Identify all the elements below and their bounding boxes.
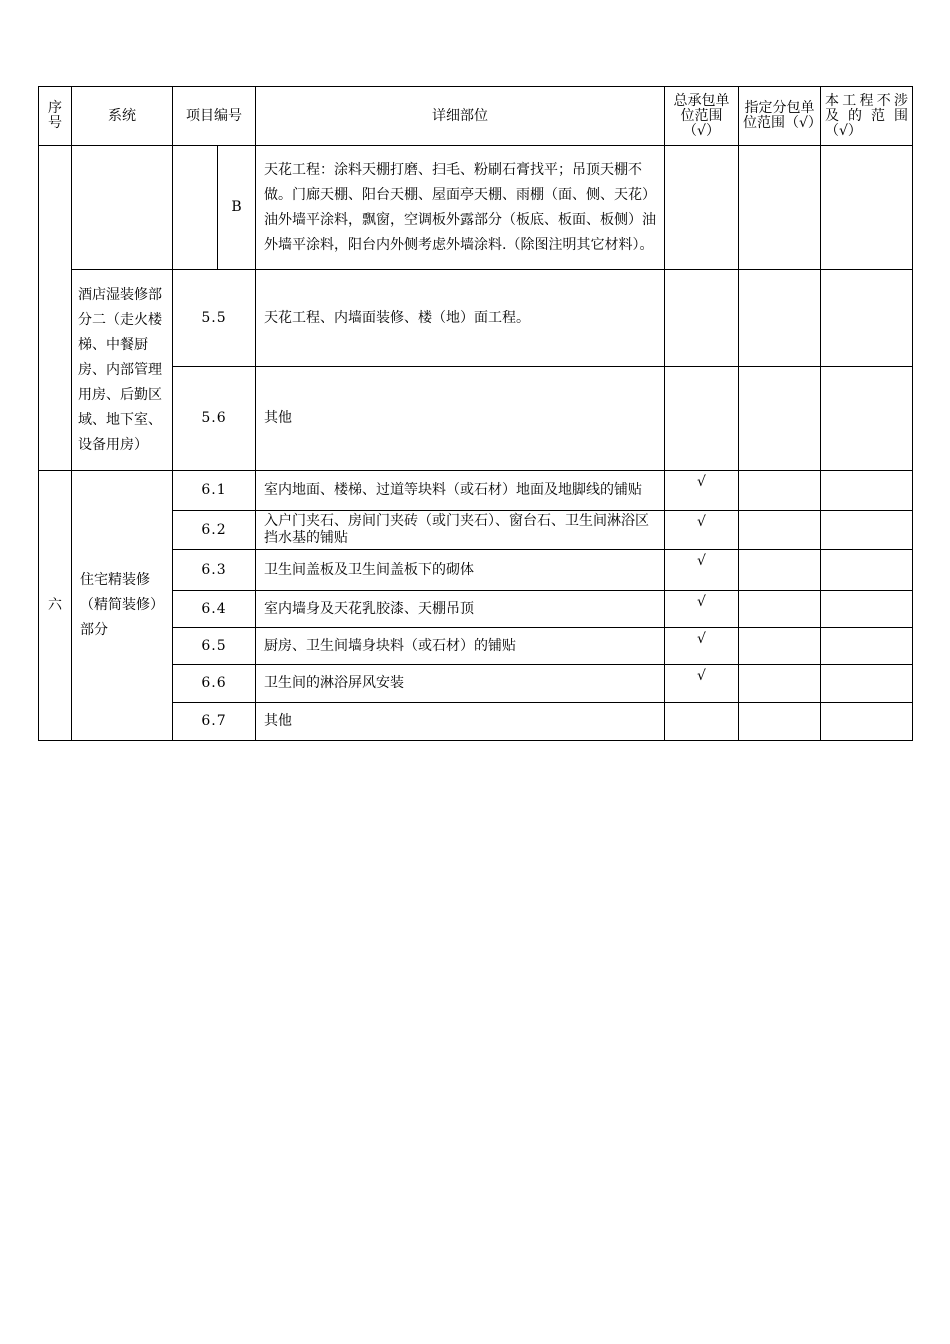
designated-cell <box>739 591 821 628</box>
general-check: √ <box>665 511 739 550</box>
item-detail: 室内地面、楼梯、过道等块料（或石材）地面及地脚线的铺贴 <box>256 471 665 511</box>
not-involved-cell <box>821 550 913 591</box>
not-involved-cell <box>821 367 913 471</box>
item-code: 5.5 <box>173 270 256 367</box>
general-check <box>665 703 739 741</box>
system-label: 住宅精装修（精简装修）部分 <box>72 471 173 741</box>
system-label: 酒店湿装修部分二（走火楼梯、中餐厨房、内部管理用房、后勤区域、地下室、设备用房） <box>72 270 173 471</box>
item-detail: 天花工程、内墙面装修、楼（地）面工程。 <box>256 270 665 367</box>
item-code: 6.5 <box>173 628 256 665</box>
header-general-contractor: 总承包单位范围（√） <box>665 87 739 146</box>
not-involved-cell <box>821 628 913 665</box>
item-code: 6.6 <box>173 665 256 703</box>
header-item-code: 项目编号 <box>173 87 256 146</box>
item-detail: 其他 <box>256 703 665 741</box>
not-involved-cell <box>821 665 913 703</box>
item-detail: 卫生间盖板及卫生间盖板下的砌体 <box>256 550 665 591</box>
item-code: 6.7 <box>173 703 256 741</box>
item-code: 6.3 <box>173 550 256 591</box>
general-check: √ <box>665 550 739 591</box>
table-row <box>39 270 913 367</box>
designated-cell <box>739 511 821 550</box>
designated-cell <box>739 665 821 703</box>
general-check: √ <box>665 591 739 628</box>
item-detail: 入户门夹石、房间门夹砖（或门夹石）、窗台石、卫生间淋浴区挡水基的铺贴 <box>256 511 665 550</box>
not-involved-cell <box>821 511 913 550</box>
not-involved-cell <box>821 703 913 741</box>
table-row <box>39 146 913 270</box>
not-involved-cell <box>821 591 913 628</box>
designated-cell <box>739 703 821 741</box>
item-detail: 卫生间的淋浴屏风安装 <box>256 665 665 703</box>
item-code: 6.2 <box>173 511 256 550</box>
header-seq: 序号 <box>39 87 72 146</box>
general-cell <box>665 270 739 367</box>
not-involved-cell <box>821 270 913 367</box>
header-row <box>39 87 913 146</box>
system-cell-empty <box>72 146 173 270</box>
general-cell <box>665 146 739 270</box>
designated-cell <box>739 367 821 471</box>
general-check: √ <box>665 665 739 703</box>
general-check: √ <box>665 471 739 511</box>
item-code: 5.6 <box>173 367 256 471</box>
item-detail: 天花工程：涂料天棚打磨、扫毛、粉刷石膏找平；吊顶天棚不做。门廊天棚、阳台天棚、屋面亭天棚、雨棚（面、侧、天花）油外墙平涂料，飘窗，空调板外露部分（板底、板面、板侧）油外墙平涂料，阳台内外侧考虑外墙涂料.（除图注明其它材料）。 <box>256 146 665 270</box>
header-not-involved: 本工程不涉及的范围（√） <box>821 87 913 146</box>
general-cell <box>665 367 739 471</box>
seq-cell-empty <box>39 146 72 471</box>
header-system: 系统 <box>72 87 173 146</box>
seq-label: 六 <box>39 471 72 741</box>
not-involved-cell <box>821 471 913 511</box>
scope-table <box>38 86 913 741</box>
header-detail: 详细部位 <box>256 87 665 146</box>
code-cell-empty <box>173 146 218 270</box>
item-detail: 厨房、卫生间墙身块料（或石材）的铺贴 <box>256 628 665 665</box>
designated-cell <box>739 270 821 367</box>
general-check: √ <box>665 628 739 665</box>
designated-cell <box>739 550 821 591</box>
item-code: 6.1 <box>173 471 256 511</box>
designated-cell <box>739 146 821 270</box>
item-code: B <box>218 146 256 270</box>
table-row <box>39 471 913 511</box>
item-detail: 其他 <box>256 367 665 471</box>
item-code: 6.4 <box>173 591 256 628</box>
header-designated-subcontractor: 指定分包单位范围（√） <box>739 87 821 146</box>
item-detail: 室内墙身及天花乳胶漆、天棚吊顶 <box>256 591 665 628</box>
designated-cell <box>739 628 821 665</box>
not-involved-cell <box>821 146 913 270</box>
designated-cell <box>739 471 821 511</box>
